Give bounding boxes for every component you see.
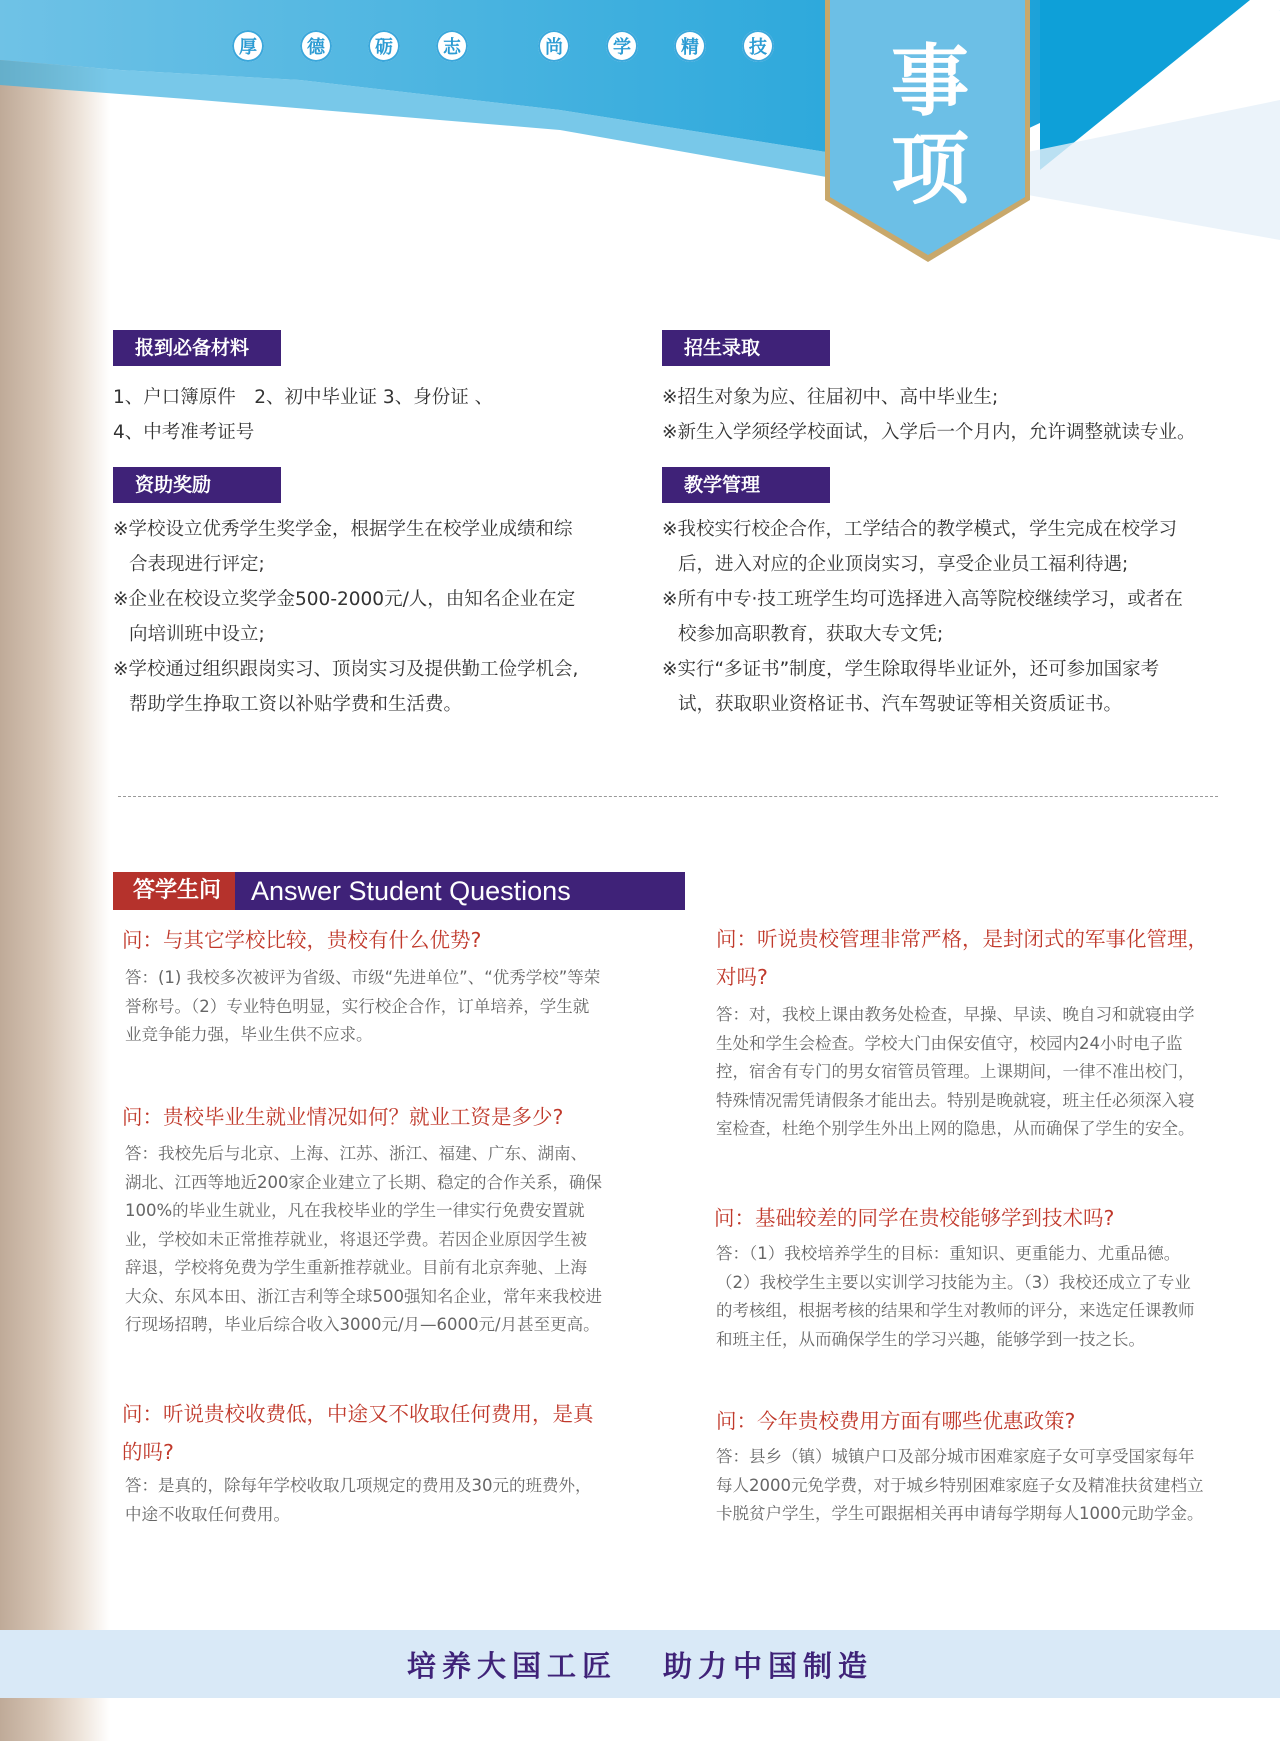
- materials-list: 1、户口簿原件 2、初中毕业证 3、身份证 、 4、中考准考证号: [113, 387, 494, 443]
- qa-header-cn: 答学生问: [113, 872, 235, 910]
- motto-char: 技: [742, 30, 774, 62]
- footer-slogan: 培养大国工匠 助力中国制造: [406, 1649, 874, 1683]
- motto-char: 尚: [538, 30, 570, 62]
- motto-char: 德: [300, 30, 332, 62]
- answer: 答：（1）我校培养学生的目标：重知识、更重能力、尤重品德。（2）我校学生主要以实训学习技能为主。（3）我校还成立了专业的考核组，根据考核的结果和学生对教师的评分，来选定任课教师和班主任，从而确保学生的学习兴趣，能够学到一技之长。: [716, 1244, 1195, 1349]
- answer: 答：是真的，除每年学校收取几项规定的费用及30元的班费外，中途不收取任何费用。: [125, 1476, 592, 1524]
- section-title-admission: 招生录取: [662, 330, 830, 366]
- question: 问：听说贵校管理非常严格，是封闭式的军事化管理，对吗?: [716, 927, 1208, 989]
- question: 问：今年贵校费用方面有哪些优惠政策?: [716, 1409, 1076, 1433]
- question: 问：与其它学校比较，贵校有什么优势?: [122, 928, 482, 952]
- section-title-aid: 资助奖励: [113, 467, 281, 503]
- qa-header-en: Answer Student Questions: [235, 872, 685, 910]
- motto-char: 厚: [232, 30, 264, 62]
- answer: 答：对，我校上课由教务处检查，早操、早读、晚自习和就寝由学生处和学生会检查。学校大门由保安值守，校园内24小时电子监控，宿舍有专门的男女宿管员管理。上课期间，一律不准出校门，特殊情况需凭请假条才能出去。特别是晚就寝，班主任必须深入寝室检查，杜绝个别学生外出上网的隐患，从而确保了学生的安全。: [716, 1005, 1195, 1138]
- answer: 答：我校先后与北京、上海、江苏、浙江、福建、广东、湖南、湖北、江西等地近200家企业建立了长期、稳定的合作关系，确保100%的毕业生就业，凡在我校毕业的学生一律实行免费安置就业，学校如未正常推荐就业，将退还学费。若因企业原因学生被辞退，学校将免费为学生重新推荐就业。目前有北京奔驰、上海大众、东风本田、浙江吉利等全球500强知名企业，常年来我校进行现场招聘，毕业后综合收入3000元/月—6000元/月甚至更高。: [125, 1144, 602, 1334]
- section-title-teaching: 教学管理: [662, 467, 830, 503]
- qa-header: [113, 872, 685, 910]
- school-motto: [232, 30, 810, 62]
- motto-char: 志: [436, 30, 468, 62]
- teaching-list: ※我校实行校企合作，工学结合的教学模式，学生完成在校学习 后，进入对应的企业顶岗实习，享受企业员工福利待遇; ※所有中专·技工班学生均可选择进入高等院校继续学习，或者在 校参加高职教育，获取大专文凭; ※实行“多证书”制度，学生除取得毕业证外，还可参加国家考 试，获取职业资格证书、汽车驾驶证等相关资质证书。: [662, 519, 1183, 715]
- answer: 答：(1) 我校多次被评为省级、市级“先进单位”、“优秀学校”等荣誉称号。（2）专业特色明显，实行校企合作，订单培养，学生就业竞争能力强，毕业生供不应求。: [125, 968, 601, 1044]
- motto-char: 精: [674, 30, 706, 62]
- question: 问：基础较差的同学在贵校能够学到技术吗?: [714, 1206, 1115, 1230]
- motto-char: 砺: [368, 30, 400, 62]
- answer: 答：县乡（镇）城镇户口及部分城市困难家庭子女可享受国家每年每人2000元免学费，对于城乡特别困难家庭子女及精准扶贫建档立卡脱贫户学生，学生可跟据相关再申请每学期每人1000元助学金。: [716, 1447, 1204, 1523]
- admission-list: ※招生对象为应、往届初中、高中毕业生; ※新生入学须经学校面试，入学后一个月内，允许调整就读专业。: [662, 387, 1196, 443]
- question: 问：听说贵校收费低，中途又不收取任何费用，是真的吗?: [122, 1402, 594, 1464]
- section-title-materials: 报到必备材料: [113, 330, 281, 366]
- motto-char: 学: [606, 30, 638, 62]
- aid-list: ※学校设立优秀学生奖学金，根据学生在校学业成绩和综 合表现进行评定; ※企业在校设立奖学金500-2000元/人，由知名企业在定 向培训班中设立; ※学校通过组织跟岗实习、顶岗实习及提供勤工俭学机会, 帮助学生挣取工资以补贴学费和生活费。: [113, 519, 579, 715]
- question: 问：贵校毕业生就业情况如何？就业工资是多少?: [122, 1105, 564, 1129]
- section-divider: [118, 796, 1218, 797]
- shield-title: 事 项: [890, 37, 969, 215]
